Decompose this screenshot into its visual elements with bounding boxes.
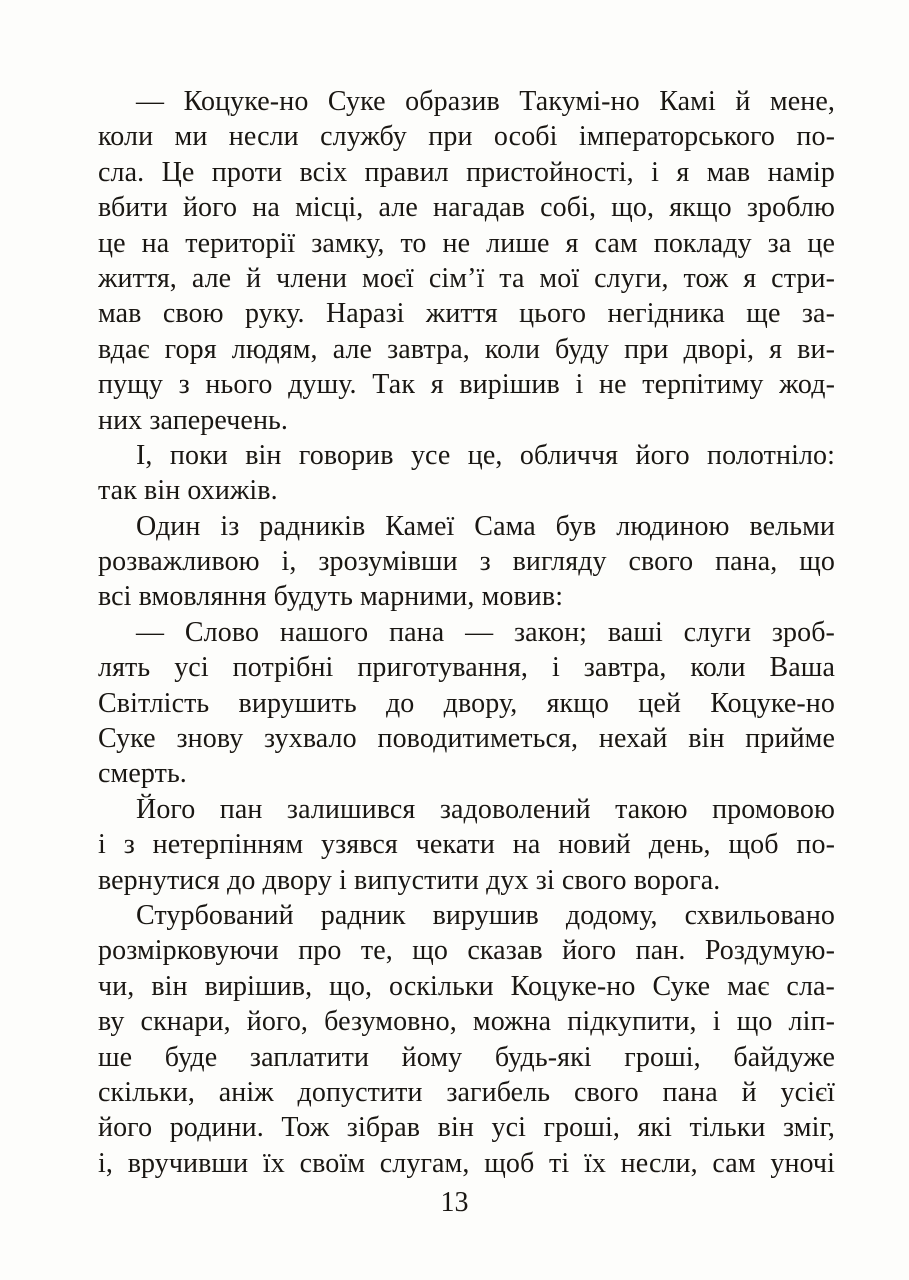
text-line: пущу з нього душу. Так я вирішив і не терпітиму жод- [98, 369, 835, 401]
text-line: — Слово нашого пана — закон; ваші слуги зроб- [136, 616, 835, 648]
text-line: коли ми несли службу при особі імператорського по- [98, 121, 835, 153]
text-line: ву скнари, його, безумовно, можна підкупити, і що ліп- [98, 1006, 835, 1038]
text-line: скільки, аніж допустити загибель свого пана й усієї [98, 1076, 835, 1108]
text-line: розважливою і, зрозумівши з вигляду свого пана, що [98, 546, 835, 578]
text-line: вдає горя людям, але завтра, коли буду при дворі, я ви- [98, 333, 835, 365]
text-line: так він охижів. [98, 475, 278, 507]
paragraph-4 [98, 615, 835, 792]
text-line: них заперечень. [98, 404, 288, 436]
text-line: це на території замку, то не лише я сам покладу за це [98, 227, 835, 259]
text-line: вернутися до двору і випустити дух зі свого ворога. [98, 864, 721, 896]
text-line: І, поки він говорив усе це, обличчя його полотніло: [136, 439, 835, 471]
text-line: всі вмовляння будуть марними, мовив: [98, 581, 564, 613]
text-line: і, вручивши їх своїм слугам, щоб ті їх несли, сам уночі [98, 1147, 835, 1179]
text-line: і з нетерпінням узявся чекати на новий день, щоб по- [98, 829, 835, 861]
page-number: 13 [440, 1187, 469, 1218]
text-line: життя, але й члени моєї сім’ї та мої слуги, тож я стри- [98, 262, 835, 294]
paragraph-5 [98, 792, 835, 898]
text-line: — Коцуке-но Суке образив Такумі-но Камі й мене, [136, 86, 835, 117]
paragraph-2 [98, 438, 835, 509]
text-line: Його пан залишився задоволений такою промовою [136, 793, 835, 825]
text-line: смерть. [98, 758, 187, 790]
text-line: ше буде заплатити йому будь-які гроші, байдуже [98, 1041, 835, 1073]
text-line: розмірковуючи про те, що сказав його пан. Роздумую- [98, 935, 835, 967]
text-line: мав свою руку. Наразі життя цього негідника ще за- [98, 298, 835, 330]
text-line: Суке знову зухвало поводитиметься, нехай він прийме [98, 723, 835, 755]
paragraph-6 [98, 898, 835, 1181]
paragraph-3 [98, 509, 835, 615]
text-line: чи, він вирішив, що, оскільки Коцуке-но Суке має сла- [98, 970, 835, 1002]
text-line: сла. Це проти всіх правил пристойності, і я мав намір [98, 156, 835, 188]
text-line: вбити його на місці, але нагадав собі, що, якщо зроблю [98, 192, 835, 224]
page-text-block [98, 84, 835, 1181]
text-line: лять усі потрібні приготування, і завтра, коли Ваша [98, 652, 835, 684]
text-line: Стурбований радник вирушив додому, схвильовано [136, 899, 835, 931]
text-line: його родини. Тож зібрав він усі гроші, які тільки зміг, [98, 1112, 835, 1144]
text-line: Світлість вирушить до двору, якщо цей Коцуке-но [98, 687, 835, 719]
text-line: Один із радників Камеї Сама був людиною вельми [136, 510, 835, 542]
paragraph-1 [98, 84, 835, 438]
